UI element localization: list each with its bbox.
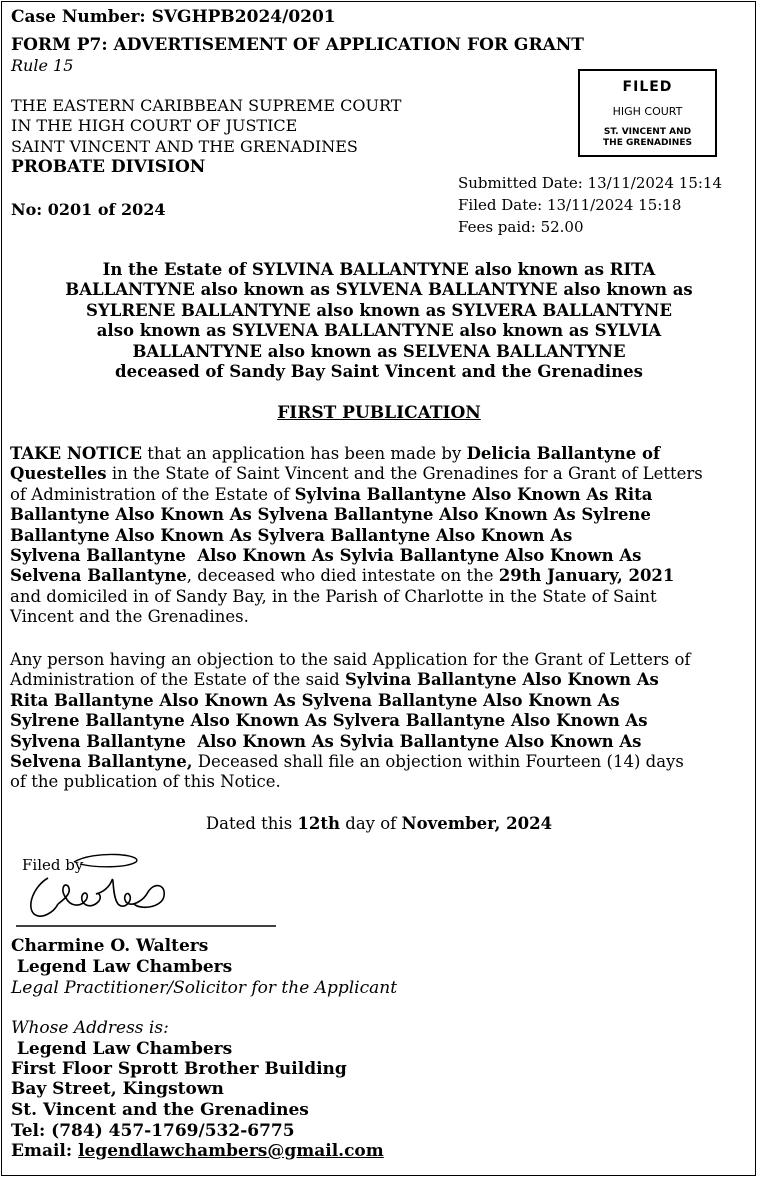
notice-paragraph — [10, 444, 748, 628]
signatory-role: Legal Practitioner/Solicitor for the Applicant — [11, 978, 398, 998]
bold-text: Ballantyne Also Known As Sylvena Ballantyne Also Known As Sylrene — [10, 505, 651, 525]
address-line3: Bay Street, Kingstown — [11, 1079, 224, 1099]
body-text: that an application has been made by — [142, 444, 467, 463]
estate-title-line: BALLANTYNE also known as SYLVENA BALLANTYNE also known as — [65, 280, 693, 300]
paragraph-line — [10, 732, 748, 752]
paragraph-line — [10, 546, 748, 566]
body-text: Any person having an objection to the said Application for the Grant of Letters of — [10, 650, 691, 669]
body-text: , deceased who died intestate on the — [186, 566, 499, 586]
bold-text: Sylvena Ballantyne Also Known As Sylvia Ballantyne Also Known As — [10, 546, 642, 566]
case-number: Case Number: SVGHPB2024/0201 — [11, 7, 336, 27]
paragraph-line — [10, 444, 748, 464]
paragraph-line — [10, 650, 748, 670]
bold-text: Sylrene Ballantyne Also Known As Sylvera Ballantyne Also Known As — [10, 711, 648, 731]
bold-text: Rita Ballantyne Also Known As Sylvena Ballantyne Also Known As — [10, 690, 620, 710]
address-line2: First Floor Sprott Brother Building — [11, 1059, 347, 1079]
filed-stamp — [578, 69, 717, 157]
paragraph-line — [10, 485, 748, 505]
paragraph-line — [10, 566, 748, 586]
bold-text: Selvena Ballantyne — [10, 566, 187, 586]
paragraph-line — [10, 526, 748, 546]
dated-prefix: Dated this — [205, 814, 298, 833]
stamp-place-line1: ST. VINCENT AND — [603, 127, 692, 137]
email-label: Email: — [11, 1141, 79, 1161]
address-label: Whose Address is: — [11, 1018, 169, 1038]
estate-title-line: also known as SYLVENA BALLANTYNE also known as SYLVIA — [96, 321, 662, 341]
paragraph-line — [10, 587, 748, 607]
case-number-short: No: 0201 of 2024 — [11, 200, 166, 219]
address-line4: St. Vincent and the Grenadines — [11, 1100, 309, 1120]
body-text: of Administration of the Estate of — [10, 484, 295, 504]
stamp-filed-label: FILED — [622, 79, 673, 95]
body-text: and domiciled in of Sandy Bay, in the Parish of Charlotte in the State of Saint — [10, 586, 657, 606]
paragraph-line — [10, 772, 748, 792]
paragraph-line — [10, 670, 748, 690]
signatory-name: Charmine O. Walters — [11, 936, 209, 956]
court-jurisdiction: IN THE HIGH COURT OF JUSTICE — [11, 116, 298, 135]
paragraph-line — [10, 752, 748, 772]
publication-heading-text: FIRST PUBLICATION — [277, 403, 481, 423]
address-email-line — [11, 1141, 384, 1161]
bold-text: Delicia Ballantyne of — [466, 444, 661, 463]
dated-middle: day of — [340, 814, 402, 833]
filed-by-label: Filed by — [22, 856, 84, 874]
bold-text: Sylvina Ballantyne Also Known As Rita — [294, 484, 653, 504]
bold-text: Sylvina Ballantyne Also Known As — [344, 670, 659, 690]
stamp-place-line2: THE GRENADINES — [603, 138, 692, 148]
bold-text: Ballantyne Also Known As Sylvera Ballantyne Also Known As — [10, 525, 573, 545]
dated-day: 12th — [297, 814, 341, 833]
submitted-date: Submitted Date: 13/11/2024 15:14 — [458, 174, 723, 192]
estate-title-line: deceased of Sandy Bay Saint Vincent and the Grenadines — [115, 362, 643, 382]
stamp-court-label: HIGH COURT — [612, 105, 683, 118]
court-division: PROBATE DIVISION — [11, 157, 206, 177]
body-text: Deceased shall file an objection within Fourteen (14) days — [192, 752, 684, 772]
court-name: THE EASTERN CARIBBEAN SUPREME COURT — [11, 96, 402, 115]
rule-label: Rule 15 — [11, 56, 74, 75]
estate-title-line: In the Estate of SYLVINA BALLANTYNE also known as RITA — [102, 260, 656, 279]
signatory-firm: Legend Law Chambers — [11, 957, 233, 977]
bold-text: 29th January, 2021 — [498, 566, 675, 586]
bold-text: TAKE NOTICE — [10, 444, 142, 463]
bold-text: Selvena Ballantyne, — [10, 752, 193, 772]
address-tel: Tel: (784) 457-1769/532-6775 — [11, 1121, 295, 1141]
dated-line — [10, 814, 748, 834]
court-territory: SAINT VINCENT AND THE GRENADINES — [11, 137, 358, 156]
estate-title-line: BALLANTYNE also known as SELVENA BALLANTYNE — [132, 341, 626, 361]
estate-title-line: SYLRENE BALLANTYNE also known as SYLVERA BALLANTYNE — [86, 300, 672, 320]
body-text: Vincent and the Grenadines. — [10, 607, 249, 627]
paragraph-line — [10, 607, 748, 627]
stamp-place-label — [580, 127, 715, 149]
body-text: in the State of Saint Vincent and the Grenadines for a Grant of Letters — [106, 464, 703, 484]
form-title: FORM P7: ADVERTISEMENT OF APPLICATION FOR GRANT — [11, 35, 584, 55]
bold-text: Sylvena Ballantyne Also Known As Sylvia Ballantyne Also Known As — [10, 731, 642, 751]
email-link[interactable]: legendlawchambers@gmail.com — [78, 1141, 384, 1161]
fees-paid: Fees paid: 52.00 — [458, 218, 584, 236]
paragraph-line — [10, 505, 748, 525]
dated-month-year: November, 2024 — [401, 814, 553, 833]
filed-date: Filed Date: 13/11/2024 15:18 — [458, 196, 682, 214]
objection-paragraph — [10, 650, 748, 793]
estate-title — [10, 260, 748, 382]
handwritten-signature — [14, 852, 278, 932]
body-text: of the publication of this Notice. — [10, 772, 281, 792]
publication-heading — [10, 403, 748, 423]
paragraph-line — [10, 464, 748, 484]
bold-text: Questelles — [10, 464, 107, 484]
paragraph-line — [10, 711, 748, 731]
signature-block — [14, 852, 278, 932]
body-text: Administration of the Estate of the said — [10, 670, 345, 690]
paragraph-line — [10, 691, 748, 711]
address-line1: Legend Law Chambers — [11, 1039, 233, 1059]
